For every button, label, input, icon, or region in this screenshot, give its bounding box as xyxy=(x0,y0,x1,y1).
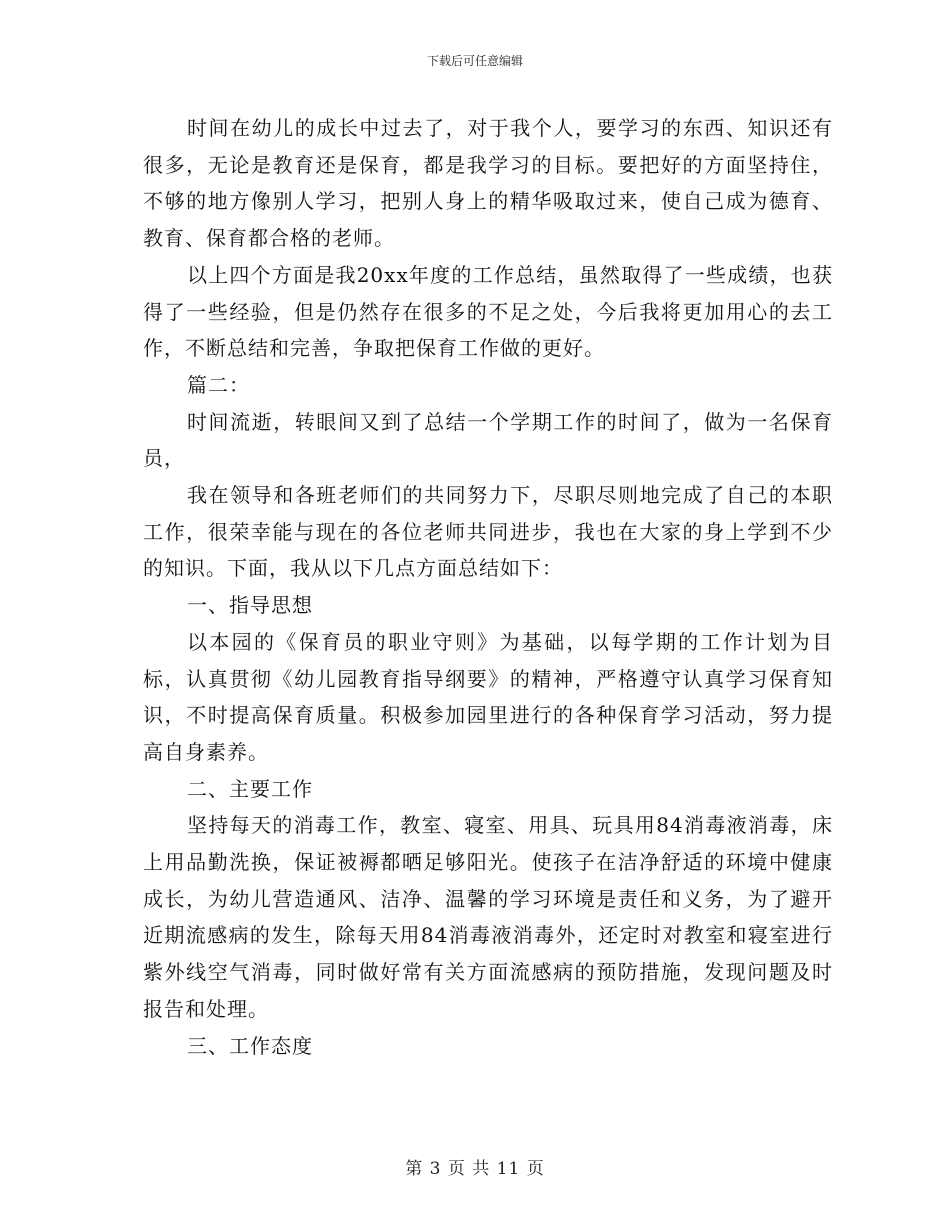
section-heading: 篇二： xyxy=(187,372,250,397)
paragraph: 我在领导和各班老师们的共同努力下，尽职尽则地完成了自己的本职工作，很荣幸能与现在的各位老师共同进步，我也在大家的身上学到不少的知识。下面，我从以下几点方面总结如下： xyxy=(143,483,833,581)
section-heading: 一、指导思想 xyxy=(187,593,313,618)
paragraph: 以本园的《保育员的职业守则》为基础，以每学期的工作计划为目标，认真贯彻《幼儿园教育指导纲要》的精神，严格遵守认真学习保育知识，不时提高保育质量。积极参加园里进行的各种保育学习活动，努力提高自身素养。 xyxy=(143,629,833,764)
paragraph: 坚持每天的消毒工作，教室、寝室、用具、玩具用84消毒液消毒，床上用品勤洗换，保证被褥都晒足够阳光。使孩子在洁净舒适的环境中健康成长，为幼儿营造通风、洁净、温馨的学习环境是责任和义务，为了避开近期流感病的发生，除每天用84消毒液消毒外，还定时对教室和寝室进行紫外线空气消毒，同时做好常有关方面流感病的预防措施，发现问题及时报告和处理。 xyxy=(143,813,833,1021)
page-number-footer: 第 3 页 共 11 页 xyxy=(405,1159,545,1179)
section-heading: 二、主要工作 xyxy=(187,776,313,801)
paragraph: 以上四个方面是我20xx年度的工作总结，虽然取得了一些成绩，也获得了一些经验，但是仍然存在很多的不足之处，今后我将更加用心的去工作，不断总结和完善，争取把保育工作做的更好。 xyxy=(143,262,833,361)
page-header-note: 下载后可任意编辑 xyxy=(426,54,523,68)
paragraph: 时间在幼儿的成长中过去了，对于我个人，要学习的东西、知识还有很多，无论是教育还是保育，都是我学习的目标。要把好的方面坚持住，不够的地方像别人学习，把别人身上的精华吸取过来，使自己成为德育、教育、保育都合格的老师。 xyxy=(143,116,833,251)
document-body xyxy=(143,110,833,1064)
paragraph: 时间流逝，转眼间又到了总结一个学期工作的时间了，做为一名保育员， xyxy=(143,409,833,471)
section-heading: 三、工作态度 xyxy=(187,1033,313,1058)
